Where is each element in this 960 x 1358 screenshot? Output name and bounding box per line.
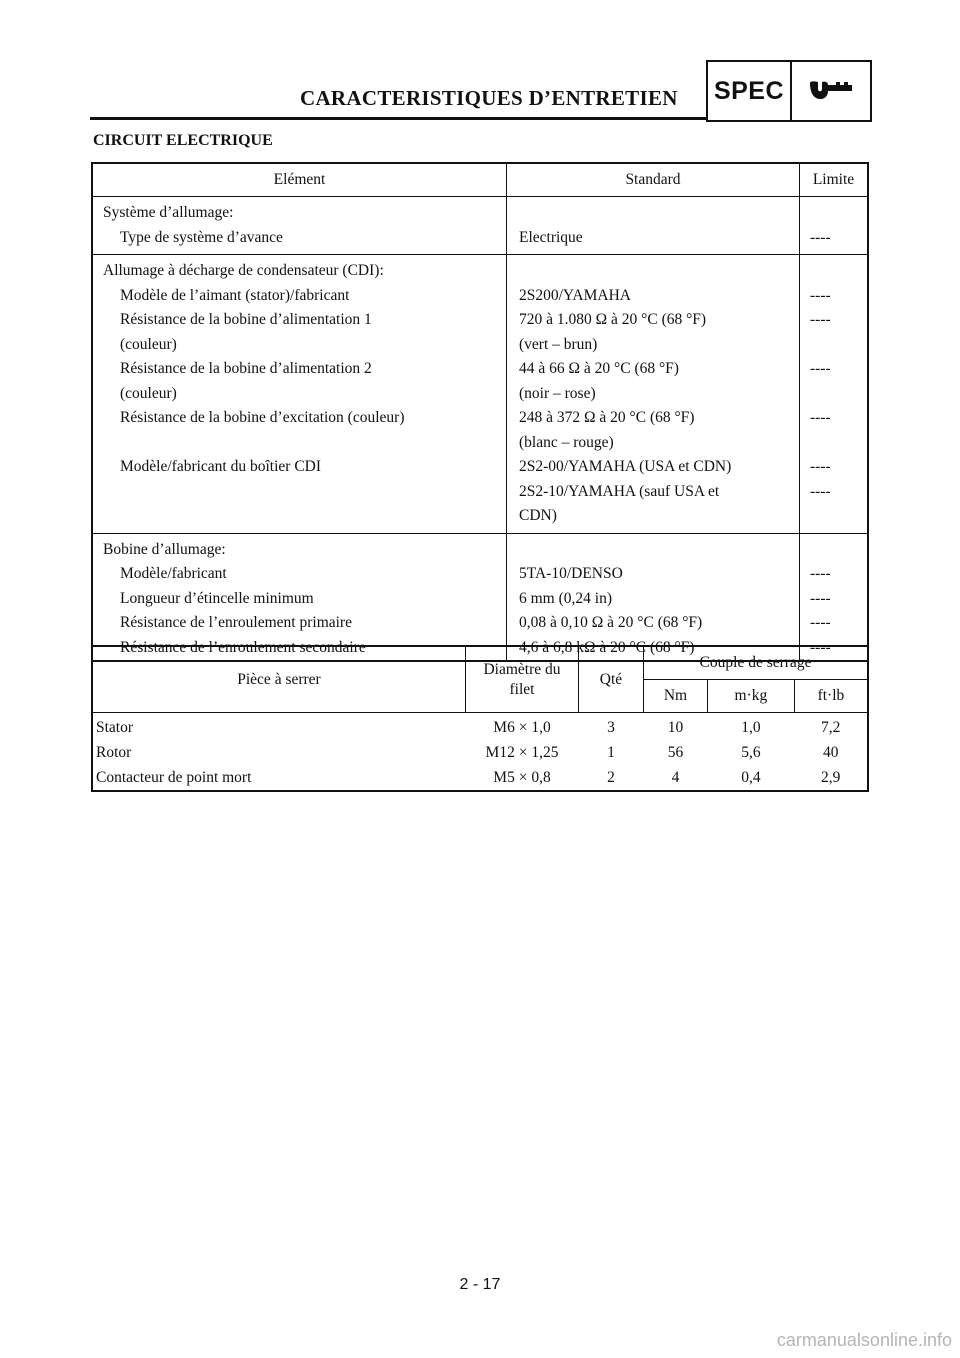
- spec-row: [92, 308, 868, 357]
- col-header-ftlb: ft·lb: [794, 680, 868, 713]
- group-row: [92, 533, 868, 562]
- col-header-qty: Qté: [579, 646, 644, 713]
- spec-standard-line: (noir – rose): [519, 384, 596, 402]
- spec-badge: [706, 60, 872, 122]
- col-header-torque: Couple de serrage: [644, 646, 869, 680]
- torque-nm: 10: [667, 718, 684, 736]
- spec-row: [92, 587, 868, 612]
- col-header-nm: Nm: [644, 680, 708, 713]
- col-header-limit: Limite: [800, 163, 869, 197]
- spec-limit: ----: [800, 562, 869, 587]
- spec-standard: 6 mm (0,24 in): [507, 587, 800, 612]
- spec-standard: 5TA-10/DENSO: [507, 562, 800, 587]
- spec-standard-line: 720 à 1.080 Ω à 20 °C (68 °F): [519, 311, 707, 328]
- spec-limit: ----: [800, 226, 869, 255]
- col-header-thread-line: Diamètre du: [483, 660, 561, 678]
- torque-table: [91, 645, 869, 792]
- spec-row: [92, 284, 868, 309]
- torque-mkg: 1,0: [741, 718, 761, 736]
- page-header: [90, 60, 870, 124]
- spec-standard: [507, 406, 800, 455]
- col-header-thread-line: filet: [509, 680, 535, 698]
- spec-limit: ----: [800, 406, 869, 455]
- spec-row: [92, 562, 868, 587]
- spec-header-row: [92, 163, 868, 197]
- spec-standard-line: (blanc – rouge): [519, 433, 614, 451]
- spec-row: [92, 455, 868, 533]
- watermark: carmanualsonline.info: [776, 1330, 952, 1350]
- spec-standard-line: 248 à 372 Ω à 20 °C (68 °F): [519, 409, 695, 426]
- spec-element: Résistance de la bobine d’excitation (couleur): [120, 409, 405, 426]
- torque-nm: 4: [671, 768, 680, 786]
- group-row: [92, 197, 868, 226]
- header-rule: [90, 117, 706, 120]
- torque-qty: 3: [607, 718, 615, 736]
- spec-limit: ----: [800, 284, 869, 309]
- spec-element: Modèle/fabricant: [120, 565, 227, 582]
- spec-standard: 4,6 à 6,8 kΩ à 20 °C (68 °F): [507, 636, 800, 662]
- spec-limit: ----: [800, 611, 869, 636]
- spec-element: Modèle de l’aimant (stator)/fabricant: [120, 286, 350, 304]
- spec-element-line: Résistance de la bobine d’alimentation 1: [120, 311, 372, 328]
- torque-header-row: [92, 646, 868, 680]
- torque-ftlb: 40: [822, 743, 839, 761]
- spec-standard: [507, 455, 800, 533]
- torque-ftlb: 2,9: [821, 768, 841, 786]
- torque-thread: M12 × 1,25: [485, 743, 559, 761]
- spec-standard: [507, 357, 800, 406]
- spec-element: [92, 308, 507, 357]
- torque-thread: M5 × 0,8: [493, 768, 551, 786]
- spec-limit: [800, 455, 869, 533]
- torque-mkg: 0,4: [741, 768, 761, 786]
- wrench-icon: [792, 62, 870, 120]
- header-title: CARACTERISTIQUES D’ENTRETIEN: [300, 86, 678, 110]
- spec-row: [92, 226, 868, 255]
- spec-standard-line: 2S2-00/YAMAHA (USA et CDN): [519, 458, 732, 475]
- torque-row: [92, 765, 868, 791]
- spec-standard: [507, 308, 800, 357]
- spec-element: Modèle/fabricant du boîtier CDI: [120, 458, 322, 475]
- spec-standard: Electrique: [507, 226, 800, 255]
- torque-row: [92, 740, 868, 765]
- spec-element-line: (couleur): [120, 384, 177, 402]
- torque-mkg: 5,6: [741, 743, 761, 761]
- spec-row: [92, 406, 868, 455]
- spec-standard-line: 2S2-10/YAMAHA (sauf USA et: [519, 482, 720, 500]
- spec-standard: 2S200/YAMAHA: [507, 284, 800, 309]
- spec-element: [92, 357, 507, 406]
- torque-part: Stator: [96, 718, 134, 736]
- group-label: Allumage à décharge de condensateur (CDI):: [92, 255, 507, 284]
- group-label: Bobine d’allumage:: [92, 533, 507, 562]
- torque-ftlb: 7,2: [821, 718, 841, 736]
- spec-element-line: Résistance de la bobine d’alimentation 2: [120, 360, 372, 377]
- torque-qty: 1: [607, 743, 615, 761]
- spec-element-line: (couleur): [120, 335, 177, 353]
- spec-element: Résistance de l’enroulement primaire: [120, 614, 352, 631]
- spec-element: Longueur d’étincelle minimum: [120, 589, 314, 607]
- spec-element: Type de système d’avance: [120, 228, 283, 246]
- torque-part: Contacteur de point mort: [96, 768, 252, 786]
- spec-limit: ----: [800, 308, 869, 357]
- col-header-standard: Standard: [507, 163, 800, 197]
- spec-row: [92, 611, 868, 636]
- col-header-mkg: m·kg: [707, 680, 794, 713]
- spec-limit: ----: [800, 636, 869, 662]
- torque-nm: 56: [667, 743, 684, 761]
- group-label: Système d’allumage:: [92, 197, 507, 226]
- section-title: CIRCUIT ELECTRIQUE: [93, 132, 273, 149]
- col-header-element: Elément: [92, 163, 507, 197]
- spec-element: Résistance de l’enroulement secondaire: [120, 638, 366, 656]
- spec-table: [91, 162, 869, 662]
- spec-badge-text: SPEC: [708, 62, 792, 120]
- spec-limit: ----: [800, 587, 869, 612]
- spec-standard-line: (vert – brun): [519, 335, 598, 353]
- col-header-part: Pièce à serrer: [92, 646, 466, 713]
- torque-row: [92, 713, 868, 741]
- torque-thread: M6 × 1,0: [493, 718, 551, 736]
- spec-row: [92, 357, 868, 406]
- page-number: 2 - 17: [459, 1276, 501, 1293]
- torque-qty: 2: [607, 768, 615, 786]
- spec-standard-line: CDN): [519, 507, 557, 524]
- spec-standard: 0,08 à 0,10 Ω à 20 °C (68 °F): [507, 611, 800, 636]
- group-row: [92, 255, 868, 284]
- spec-limit: ----: [800, 357, 869, 406]
- spec-limit-line: ----: [810, 482, 831, 500]
- col-header-thread: [466, 646, 579, 713]
- torque-part: Rotor: [96, 743, 132, 761]
- spec-limit-line: ----: [810, 458, 831, 475]
- spec-standard-line: 44 à 66 Ω à 20 °C (68 °F): [519, 360, 679, 377]
